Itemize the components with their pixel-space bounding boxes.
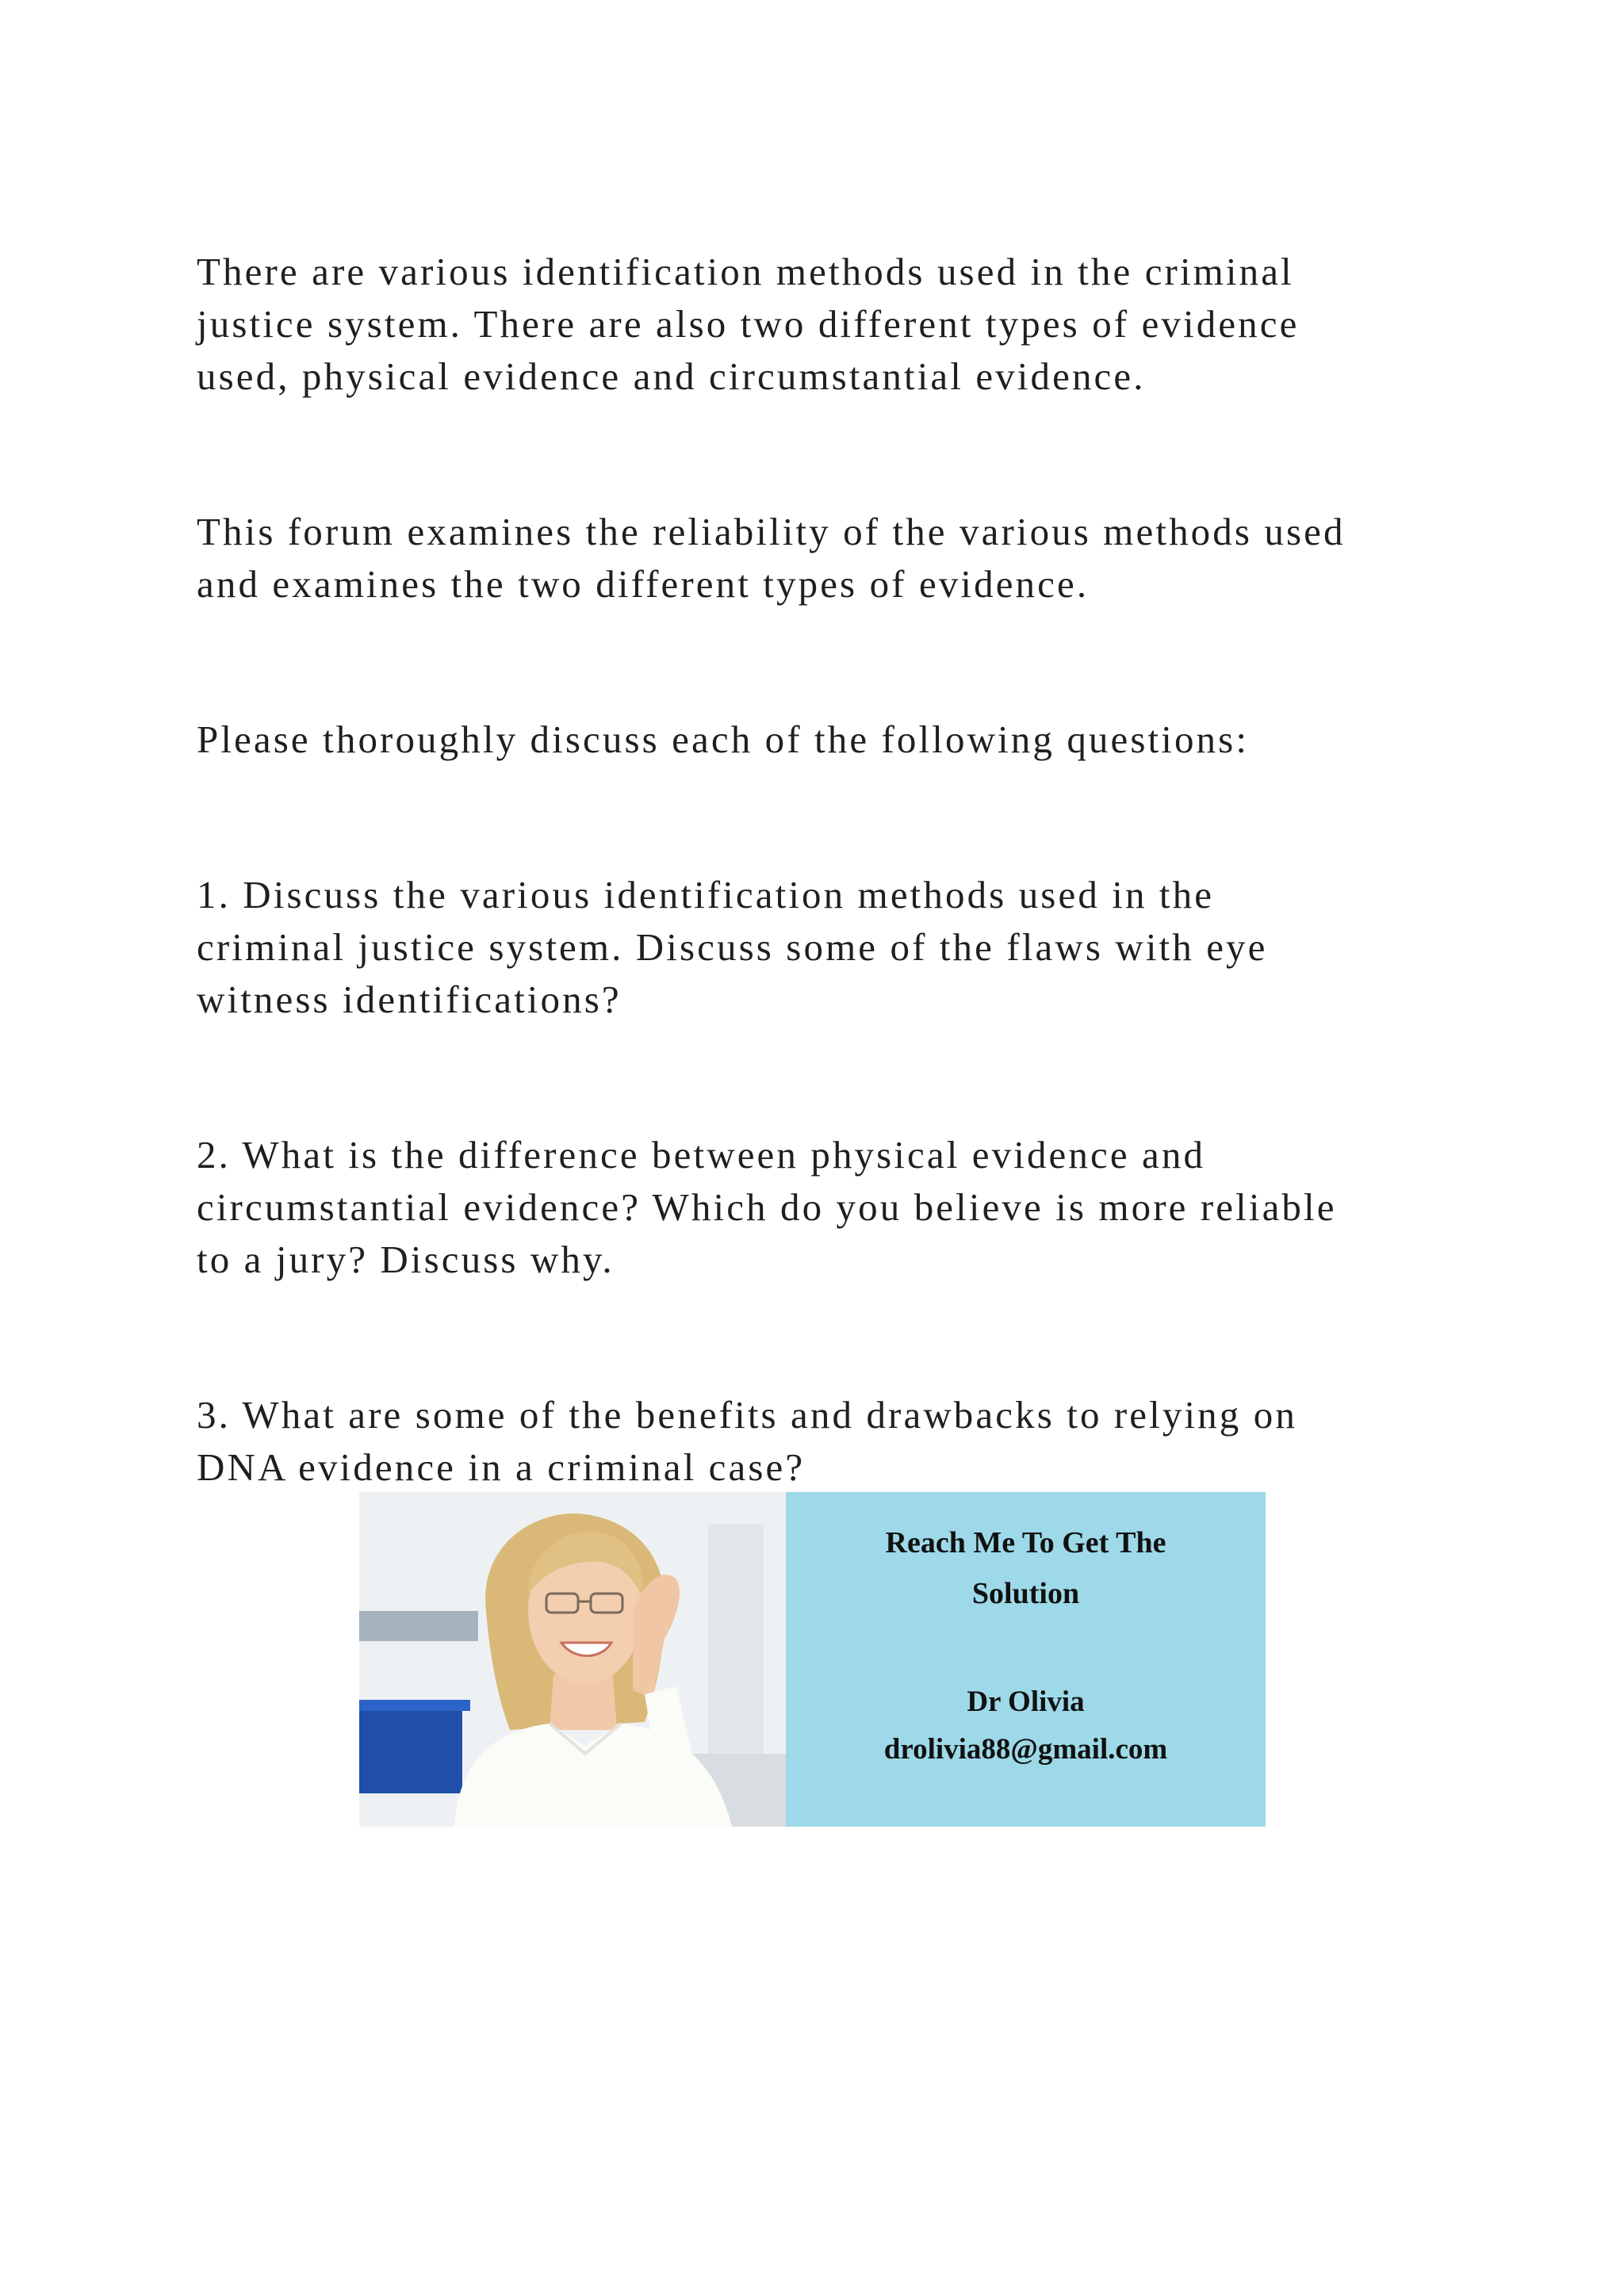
portrait-illustration: [359, 1492, 786, 1827]
ad-headline: Reach Me To Get The Solution: [885, 1526, 1166, 1610]
question-2: 2. What is the difference between physical evidence and circumstantial evidence? Which do you believe is more reliable to a jury? Discuss why.: [197, 1133, 1337, 1281]
advertisement-banner: [359, 1492, 1266, 1827]
smiling-woman-photo: [359, 1492, 786, 1827]
forum-description-paragraph: This forum examines the reliability of the various methods used and examines the two different types of evidence.: [197, 510, 1346, 606]
intro-paragraph: There are various identification methods used in the criminal justice system. There are also two different types of evidence used, physical evidence and circumstantial evidence.: [197, 250, 1300, 398]
question-3: 3. What are some of the benefits and drawbacks to relying on DNA evidence in a criminal case?: [197, 1393, 1297, 1489]
instructions-paragraph: Please thoroughly discuss each of the following questions:: [197, 718, 1250, 761]
ad-contact-email[interactable]: drolivia88@gmail.com: [883, 1733, 1168, 1766]
ad-contact-name: Dr Olivia: [967, 1686, 1085, 1718]
question-1: 1. Discuss the various identification methods used in the criminal justice system. Discuss some of the flaws with eye witness identifications?: [197, 873, 1268, 1021]
contact-panel: [786, 1492, 1266, 1827]
